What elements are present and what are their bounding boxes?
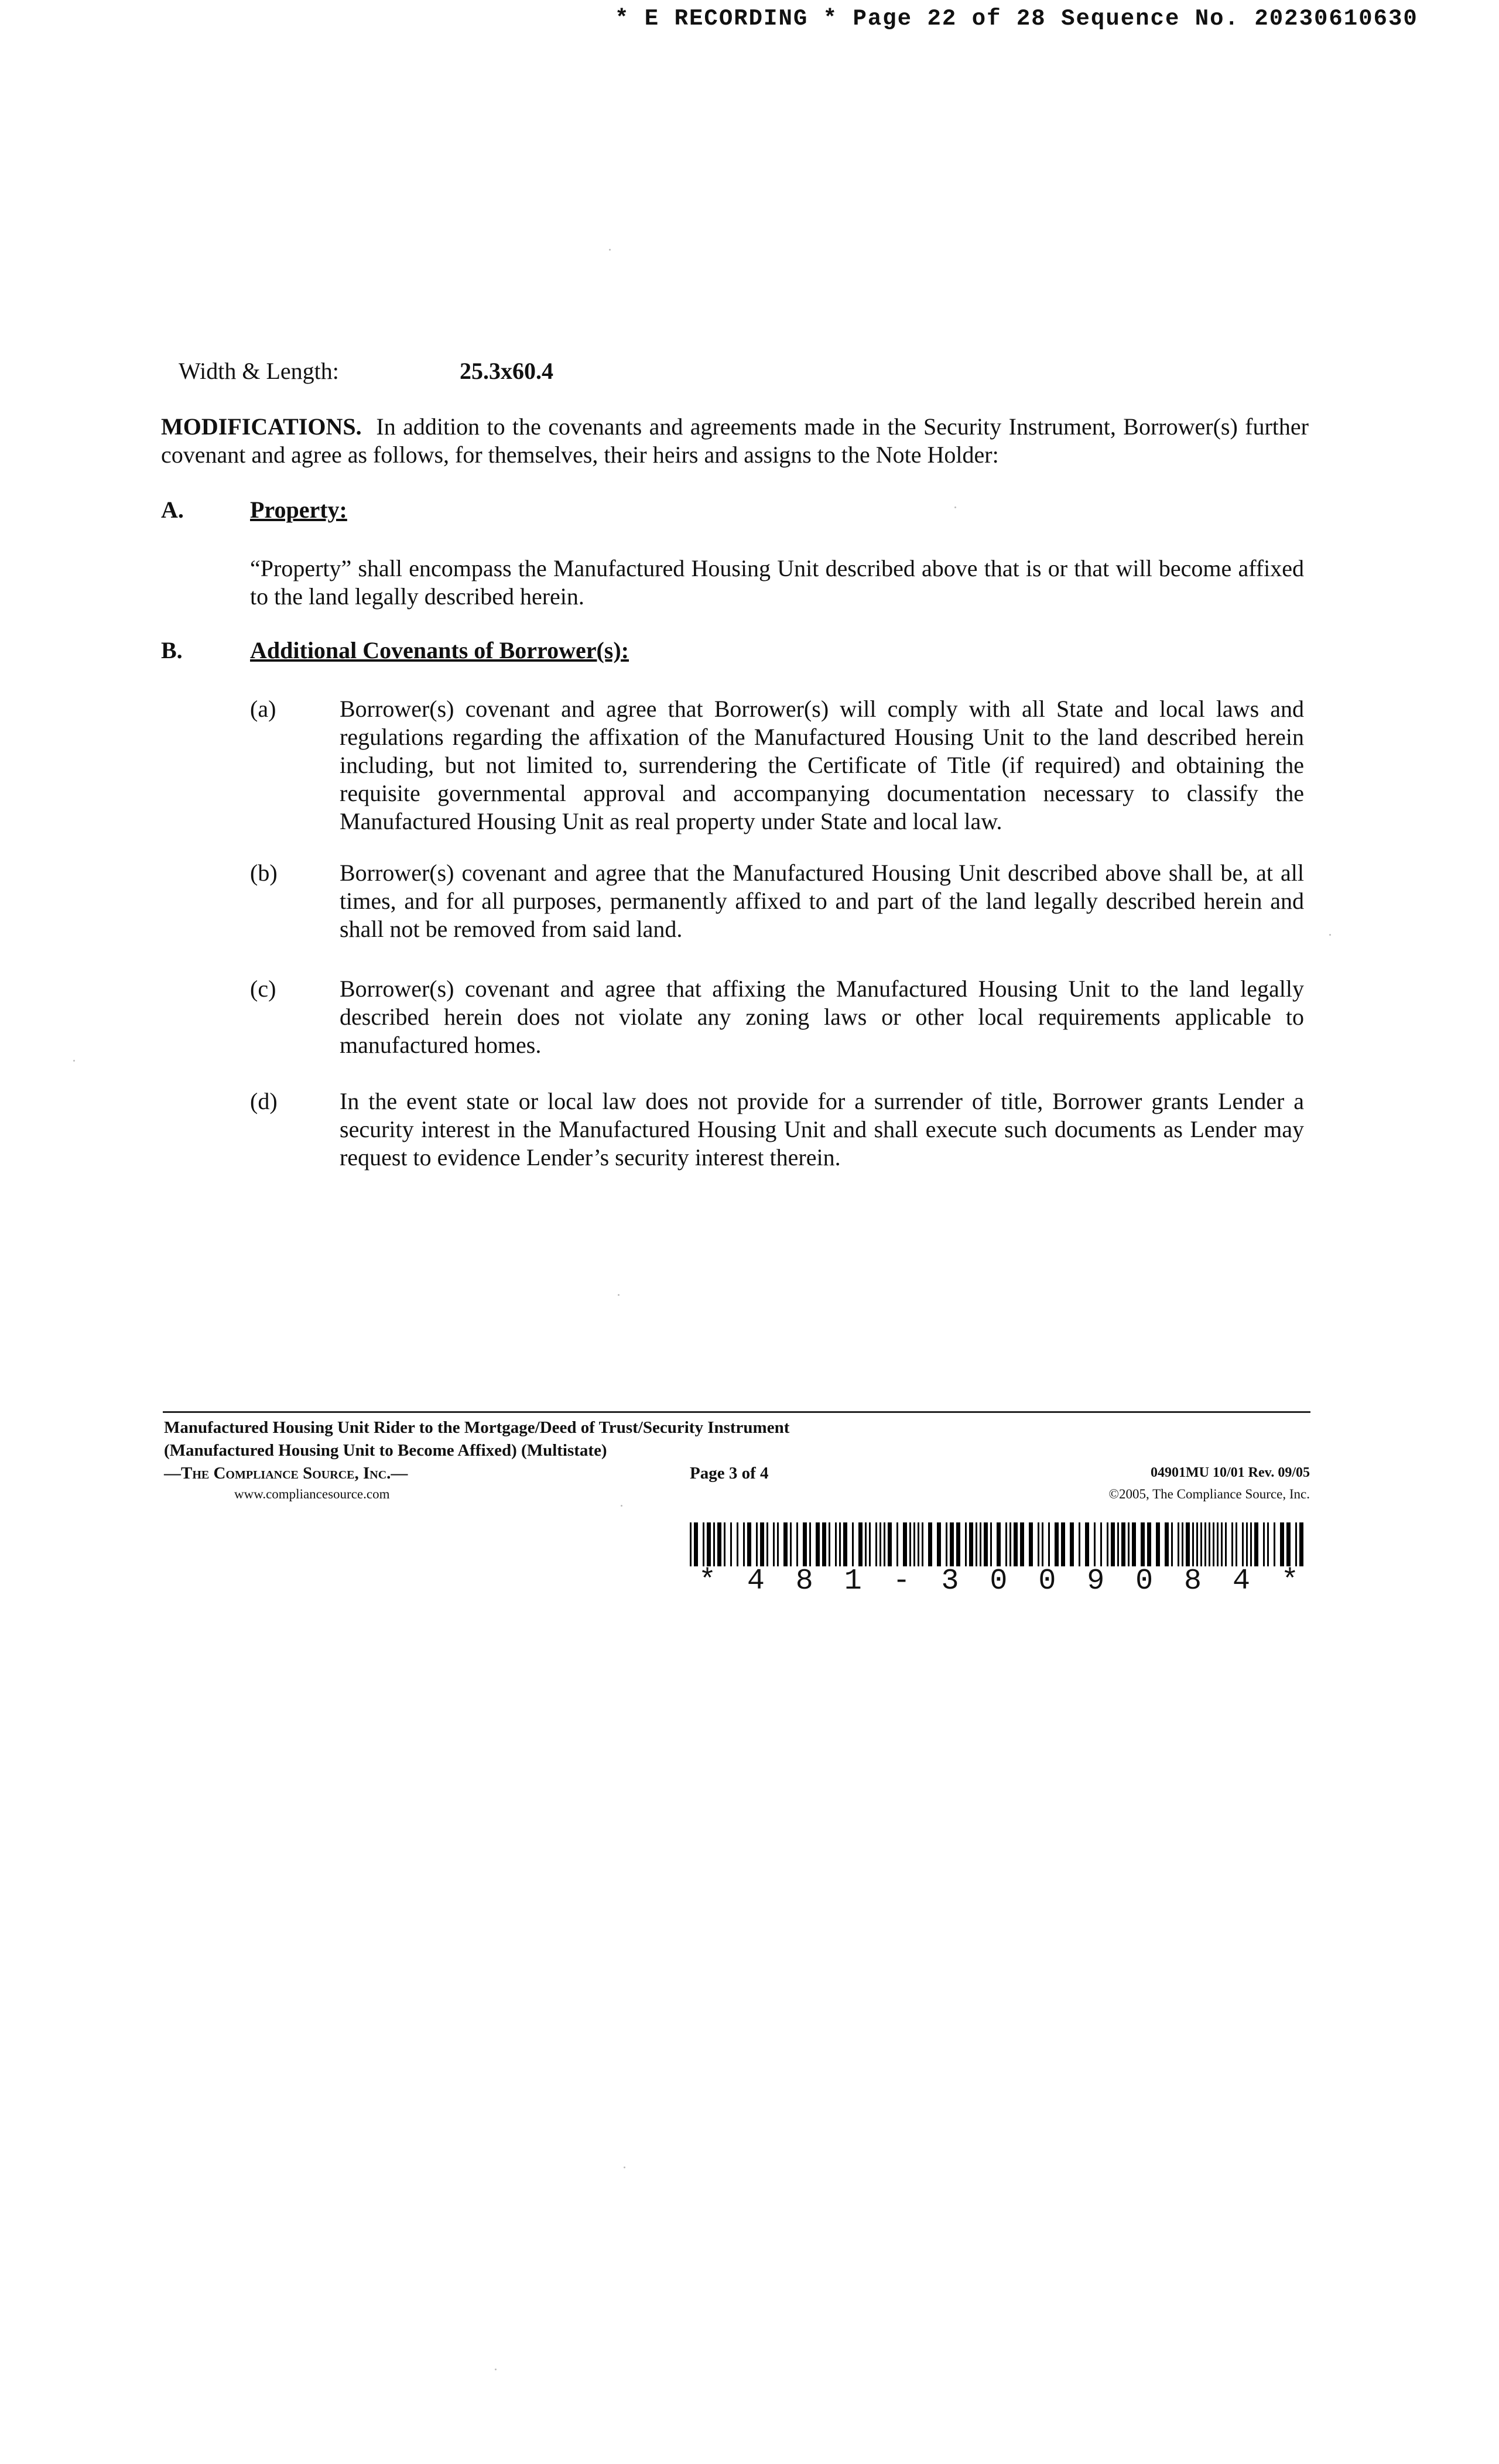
barcode-character: 3 [941,1565,959,1598]
barcode-bar [737,1522,738,1566]
barcode-bar [1299,1522,1303,1566]
barcode-bar [796,1522,798,1566]
barcode-bar [766,1522,768,1566]
barcode-character: 0 [1135,1565,1154,1598]
footer-form-title: Manufactured Housing Unit Rider to the Mortgage/Deed of Trust/Security Instrument [164,1418,790,1437]
barcode-bar [888,1522,892,1566]
barcode-bar [1231,1522,1233,1566]
barcode-bar [1038,1522,1039,1566]
scan-speck [609,249,611,251]
barcode-character: 0 [990,1565,1008,1598]
scan-speck [495,2369,497,2370]
barcode-character: 4 [747,1565,765,1598]
barcode-bar [703,1522,704,1566]
barcode-bar [869,1522,871,1566]
barcode-bar [980,1522,981,1566]
barcode-bar [1111,1522,1115,1566]
barcode-character: 4 [1232,1565,1250,1598]
barcode-bar [937,1522,941,1566]
barcode-bar [852,1522,854,1566]
barcode-bar [743,1522,745,1566]
barcode-bar [1117,1522,1119,1566]
barcode-bar [1217,1522,1219,1566]
barcode-bar [1286,1522,1291,1566]
section-a-body: “Property” shall encompass the Manufactured Housing Unit described above that is or that will become affixed to the land legally described herein. [250,555,1304,610]
footer-copyright: ©2005, The Compliance Source, Inc. [1108,1487,1310,1501]
barcode-bar [965,1522,967,1566]
covenant-item-label: (a) [250,696,276,722]
barcode-bar [879,1522,881,1566]
barcode-bar [1178,1522,1179,1566]
barcode-bar [790,1522,792,1566]
barcode-bar [1070,1522,1074,1566]
barcode-bar [1128,1522,1130,1566]
section-b-title: Additional Covenants of Borrower(s): [250,637,629,663]
barcode-bar [1100,1522,1102,1566]
barcode-bar [950,1522,954,1566]
barcode-graphic [690,1522,1308,1566]
barcode-bar [816,1522,820,1566]
barcode-bar [1182,1522,1183,1566]
barcode-bar [1141,1522,1145,1566]
barcode-bar [1132,1522,1136,1566]
barcode-bar [1079,1522,1080,1566]
barcode-bar [829,1522,830,1566]
barcode-bar [1221,1522,1223,1566]
barcode-bar [1020,1522,1024,1566]
barcode-bar [1061,1522,1065,1566]
modifications-paragraph [161,413,1309,469]
barcode-bar [690,1522,692,1566]
barcode-bar [777,1522,779,1566]
barcode-bar [1242,1522,1244,1566]
barcode-bar [694,1522,698,1566]
barcode-bar [1225,1522,1227,1566]
barcode-bar [1094,1522,1096,1566]
barcode-bar [1267,1522,1269,1566]
barcode-bar [1055,1522,1059,1566]
barcode-bar [1192,1522,1194,1566]
scan-speck [954,507,956,508]
barcode-bar [783,1522,788,1566]
barcode-bar [1048,1522,1050,1566]
barcode-bar [839,1522,841,1566]
barcode-bar [1295,1522,1297,1566]
barcode-bar [707,1522,711,1566]
barcode-bar [858,1522,863,1566]
barcode-bar [896,1522,898,1566]
covenant-item-label: (c) [250,976,276,1002]
scan-speck [73,1060,75,1062]
barcode-bar [1263,1522,1265,1566]
barcode-bar [1213,1522,1214,1566]
barcode-bar [835,1522,837,1566]
barcode-bar [918,1522,919,1566]
barcode-bar [747,1522,751,1566]
section-a-title: Property: [250,497,347,523]
barcode-bar [1165,1522,1169,1566]
barcode-bar [1085,1522,1089,1566]
section-a-letter: A. [161,497,184,523]
footer-website: www.compliancesource.com [234,1487,390,1501]
barcode-character: 8 [1184,1565,1202,1598]
width-length-value: 25.3x60.4 [460,358,553,384]
barcode-bar [1009,1522,1011,1566]
barcode-bar [809,1522,811,1566]
covenant-item-text: Borrower(s) covenant and agree that the Manufactured Housing Unit described above shall be, at all times, and for all purposes, permanently affixed to and part of the land legally described herein and shall not be removed from said land. [340,860,1304,942]
barcode-bar [773,1522,775,1566]
scan-speck [621,1505,622,1507]
barcode-bar [1280,1522,1284,1566]
scan-speck [618,1294,620,1296]
barcode-bar [1204,1522,1206,1566]
barcode-bar [803,1522,807,1566]
barcode-bar [976,1522,977,1566]
covenant-item-label: (d) [250,1088,278,1114]
barcode-bar [1209,1522,1210,1566]
barcode-bar [1121,1522,1125,1566]
barcode-bar [969,1522,973,1566]
barcode-bar [913,1522,915,1566]
barcode-bar [1042,1522,1043,1566]
barcode-character: 0 [1038,1565,1056,1598]
barcode-bar [1246,1522,1248,1566]
barcode-bar [1250,1522,1252,1566]
barcode-character: * [698,1565,716,1598]
barcode-character: 8 [795,1565,813,1598]
barcode-bar [1171,1522,1173,1566]
barcode-bar [1236,1522,1237,1566]
barcode-bar [822,1522,826,1566]
barcode-bar [875,1522,877,1566]
barcode-bar [956,1522,960,1566]
footer-divider [163,1411,1310,1413]
barcode-bar [717,1522,721,1566]
barcode-bar [1147,1522,1151,1566]
section-b-letter: B. [161,637,183,663]
modifications-heading: MODIFICATIONS. [161,413,362,440]
barcode-text [690,1565,1308,1598]
footer-form-subtitle: (Manufactured Housing Unit to Become Affixed) (Multistate) [164,1441,607,1460]
barcode-bar [1005,1522,1007,1566]
barcode-bar [1254,1522,1258,1566]
barcode-bar [984,1522,988,1566]
modifications-text: In addition to the covenants and agreements made in the Security Instrument, Borrower(s) further covenant and agree as follows, for themselves, their heirs and assigns to the Note Holder: [161,413,1309,468]
barcode-bar [990,1522,992,1566]
barcode-bar [760,1522,764,1566]
barcode-bar [1200,1522,1202,1566]
barcode-bar [1029,1522,1033,1566]
barcode-bar [1107,1522,1108,1566]
barcode-bar [1274,1522,1275,1566]
width-length-label: Width & Length: [179,358,339,384]
barcode-character: 1 [844,1565,862,1598]
barcode-bar [909,1522,911,1566]
barcode-bar [1156,1522,1160,1566]
barcode-bar [756,1522,758,1566]
barcode-bar [1186,1522,1190,1566]
barcode-bar [713,1522,715,1566]
barcode-bar [724,1522,725,1566]
barcode-bar [928,1522,932,1566]
barcode-bar [1196,1522,1198,1566]
covenant-item-text: In the event state or local law does not provide for a surrender of title, Borrower grants Lender a security interest in the Manufactured Housing Unit and shall execute such documents as Lender may request to evidence Lender’s security interest therein. [340,1088,1304,1171]
barcode-bar [730,1522,732,1566]
recording-stamp: * E RECORDING * Page 22 of 28 Sequence No. 20230610630 [615,6,1418,32]
barcode-character: 9 [1087,1565,1105,1598]
footer-page-number: Page 3 of 4 [690,1464,769,1483]
barcode-bar [946,1522,947,1566]
barcode-bar [843,1522,847,1566]
footer-form-number: 04901MU 10/01 Rev. 09/05 [1151,1465,1310,1480]
barcode-character: - [892,1565,911,1598]
footer-company-name: —The Compliance Source, Inc.— [164,1464,408,1483]
scan-speck [624,2167,625,2168]
covenant-item-label: (b) [250,860,278,886]
barcode-bar [884,1522,885,1566]
covenant-item-text: Borrower(s) covenant and agree that Borrower(s) will comply with all State and local laws and regulations regarding the affixation of the Manufactured Housing Unit to the land described herein including, but not limited to, surrendering the Certificate of Title (if required) and obtaining the requisite governmental approval and accompanying documentation necessary to classify the Manufactured Housing Unit as real property under State and local law. [340,696,1304,834]
covenant-item-text: Borrower(s) covenant and agree that affixing the Manufactured Housing Unit to the land legally described herein does not violate any zoning laws or other local requirements applicable to manufactured homes. [340,976,1304,1058]
barcode-bar [997,1522,1001,1566]
scan-speck [1329,934,1331,936]
barcode-bar [922,1522,923,1566]
barcode-character: * [1281,1565,1299,1598]
barcode-bar [1014,1522,1018,1566]
barcode-bar [903,1522,907,1566]
barcode-bar [865,1522,867,1566]
